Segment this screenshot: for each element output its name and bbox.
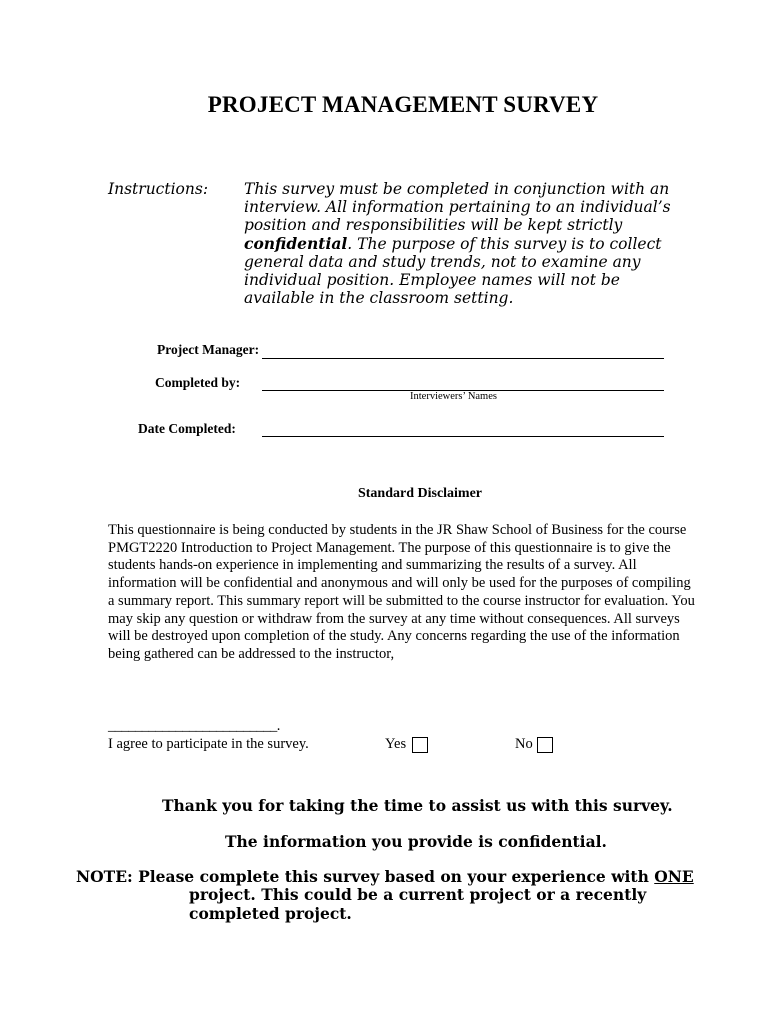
instructions-emphasis: confidential xyxy=(244,233,348,253)
note-rest: project. This could be a current project or a recently completed project. xyxy=(189,885,647,923)
no-checkbox[interactable] xyxy=(537,737,553,753)
disclaimer-title: Standard Disclaimer xyxy=(357,486,483,501)
agree-text: I agree to participate in the survey. xyxy=(108,736,309,752)
instructions-text-after: . The purpose of this survey is to collect general data and study trends, not to examine any individual position. Employee names will not be available in the classroom setting. xyxy=(244,234,662,308)
interviewers-names-caption: Interviewers’ Names xyxy=(410,391,497,402)
page-title: PROJECT MANAGEMENT SURVEY xyxy=(207,92,599,117)
project-manager-field[interactable] xyxy=(262,358,664,359)
instructions-text-before: This survey must be completed in conjunction with an interview. All information pertaining to an individual’s position and responsibilities will be kept strictly xyxy=(244,180,671,235)
date-completed-field[interactable] xyxy=(262,436,664,437)
instructions-label: Instructions: xyxy=(108,180,209,198)
date-completed-label: Date Completed: xyxy=(138,421,236,436)
disclaimer-body: This questionnaire is being conducted by students in the JR Shaw School of Business for the course PMGT2220 Introduction to Project Management. The purpose of this questionnaire is to give the students hands-on experience in implementing and summarizing the results of a survey. All information will be confidential and anonymous and will only be used for the purposes of compiling a summary report. This summary report will be submitted to the course instructor for evaluation. You may skip any question or withdraw from the survey at any time without consequences. All surveys will be destroyed upon completion of the study. Any concerns regarding the use of the information being gathered can be addressed to the instructor, xyxy=(108,522,695,662)
note-emphasis: ONE xyxy=(654,867,694,886)
note-prefix: NOTE: Please complete this survey based on your experience with xyxy=(76,867,655,886)
thanks-text: Thank you for taking the time to assist us with this survey. xyxy=(162,796,673,815)
no-label: No xyxy=(515,736,533,752)
instructions-text xyxy=(244,180,674,307)
confidential-text: The information you provide is confidential. xyxy=(225,832,607,851)
yes-checkbox[interactable] xyxy=(412,737,428,753)
project-manager-label: Project Manager: xyxy=(157,342,260,357)
completed-by-label: Completed by: xyxy=(155,375,241,390)
note-text xyxy=(76,868,694,887)
yes-label: Yes xyxy=(385,736,407,752)
signature-line[interactable]: _________________________. xyxy=(108,718,280,734)
